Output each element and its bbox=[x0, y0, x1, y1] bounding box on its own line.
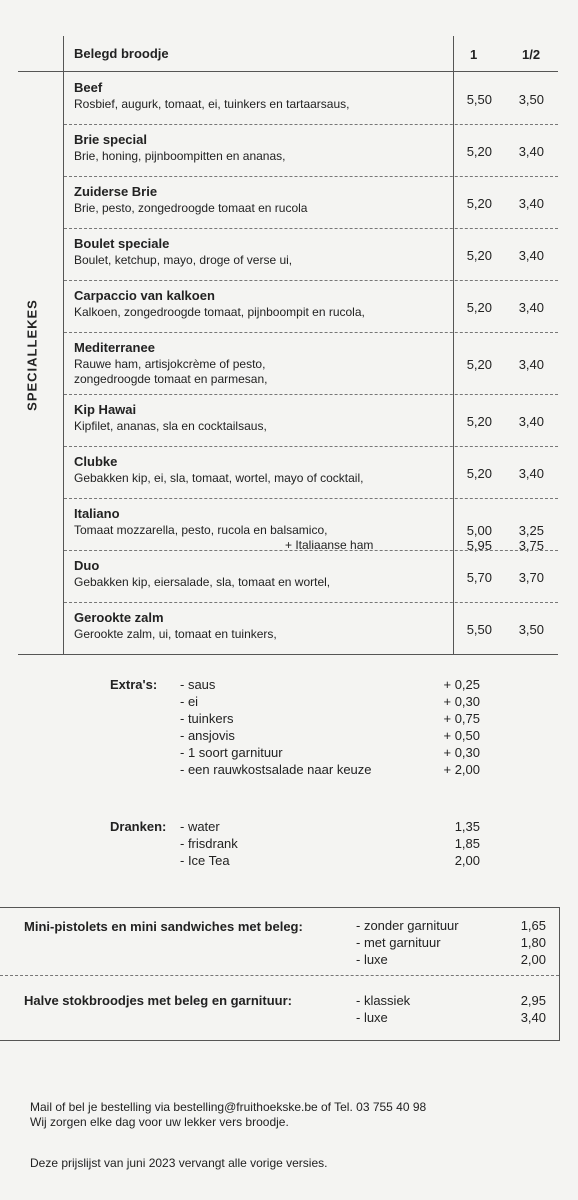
price-full: 5,20 bbox=[466, 196, 492, 211]
box-item: - met garnituur bbox=[356, 935, 441, 950]
item-name: Carpaccio van kalkoen bbox=[74, 288, 215, 303]
extra-price: + 0,75 bbox=[443, 711, 480, 726]
footer-contact: Mail of bel je bestelling via bestelling@fruithoekske.be of Tel. 03 755 40 98 bbox=[30, 1100, 427, 1114]
item-name: Brie special bbox=[74, 132, 147, 147]
price-full: 5,20 bbox=[466, 300, 492, 315]
price-full: 5,00 bbox=[466, 523, 492, 538]
row-divider bbox=[64, 176, 558, 177]
item-description: Kalkoen, zongedroogde tomaat, pijnboompit en rucola, bbox=[74, 305, 365, 319]
extra-price: + 0,30 bbox=[443, 745, 480, 760]
box-item: - luxe bbox=[356, 952, 388, 967]
price-half: 3,40 bbox=[518, 414, 544, 429]
price-half: 3,40 bbox=[518, 196, 544, 211]
extra-price: + 2,00 bbox=[443, 762, 480, 777]
drink-item: - water bbox=[180, 819, 220, 834]
price-full: 5,20 bbox=[466, 144, 492, 159]
row-divider bbox=[64, 228, 558, 229]
item-description: Gebakken kip, ei, sla, tomaat, wortel, mayo of cocktail, bbox=[74, 471, 364, 485]
drink-price: 1,85 bbox=[454, 836, 480, 851]
extra-item: - saus bbox=[180, 677, 216, 692]
item-description: zongedroogde tomaat en parmesan, bbox=[74, 372, 268, 386]
box-price: 3,40 bbox=[520, 1010, 546, 1025]
row-divider bbox=[64, 498, 558, 499]
price-half: 3,40 bbox=[518, 466, 544, 481]
item-name: Gerookte zalm bbox=[74, 610, 164, 625]
price-half: 3,75 bbox=[518, 538, 544, 553]
extra-price: + 0,25 bbox=[443, 677, 480, 692]
drink-price: 2,00 bbox=[454, 853, 480, 868]
price-full: 5,20 bbox=[466, 414, 492, 429]
extras-label: Extra's: bbox=[110, 677, 158, 692]
price-half: 3,50 bbox=[518, 621, 544, 637]
row-divider bbox=[64, 446, 558, 447]
price-full: 5,95 bbox=[466, 538, 492, 553]
item-description: Gebakken kip, eiersalade, sla, tomaat en wortel, bbox=[74, 575, 331, 589]
drink-item: - Ice Tea bbox=[180, 853, 230, 868]
box-price: 2,00 bbox=[520, 952, 546, 967]
item-name: Boulet speciale bbox=[74, 236, 170, 251]
column-header-full: 1 bbox=[470, 47, 478, 62]
item-description: Gerookte zalm, ui, tomaat en tuinkers, bbox=[74, 627, 277, 641]
box-price: 1,80 bbox=[520, 935, 546, 950]
side-label: SPECIALLEKES bbox=[24, 299, 40, 411]
item-name: Kip Hawai bbox=[74, 402, 137, 417]
item-description: Kipfilet, ananas, sla en cocktailsaus, bbox=[74, 419, 267, 433]
item-description: Rosbief, augurk, tomaat, ei, tuinkers en tartaarsaus, bbox=[74, 97, 350, 111]
box-item: - klassiek bbox=[356, 993, 411, 1008]
drinks-label: Dranken: bbox=[110, 819, 167, 834]
price-full: 5,20 bbox=[466, 357, 492, 372]
box-divider bbox=[0, 975, 559, 976]
price-half: 3,50 bbox=[518, 92, 544, 107]
extra-item: - 1 soort garnituur bbox=[180, 745, 283, 760]
table-divider-left bbox=[63, 36, 64, 655]
row-divider bbox=[64, 280, 558, 281]
table-bottom-rule bbox=[18, 654, 558, 655]
price-full: 5,20 bbox=[466, 248, 492, 263]
extra-price: + 0,50 bbox=[443, 728, 480, 743]
drink-price: 1,35 bbox=[454, 819, 480, 834]
item-description: Rauwe ham, artisjokcrème of pesto, bbox=[74, 357, 266, 371]
price-full: 5,70 bbox=[466, 570, 492, 585]
table-divider-price bbox=[453, 36, 454, 655]
extra-item: - ansjovis bbox=[180, 728, 235, 743]
extra-item: - tuinkers bbox=[180, 711, 234, 726]
item-name: Clubke bbox=[74, 454, 118, 469]
column-header-half: 1/2 bbox=[522, 47, 541, 62]
item-description: Tomaat mozzarella, pesto, rucola en balsamico, bbox=[74, 523, 328, 537]
price-half: 3,40 bbox=[518, 248, 544, 263]
item-description: Brie, pesto, zongedroogde tomaat en rucola bbox=[74, 201, 308, 215]
box-price: 2,95 bbox=[520, 993, 546, 1008]
price-half: 3,40 bbox=[518, 300, 544, 315]
item-name: Italiano bbox=[74, 506, 120, 521]
item-description: Brie, honing, pijnboompitten en ananas, bbox=[74, 149, 286, 163]
halve-label: Halve stokbroodjes met beleg en garnituur: bbox=[24, 993, 292, 1008]
item-name: Duo bbox=[74, 558, 100, 573]
price-half: 3,25 bbox=[518, 523, 544, 538]
box-top-rule bbox=[0, 907, 560, 908]
price-half: 3,40 bbox=[518, 357, 544, 372]
price-half: 3,40 bbox=[518, 144, 544, 159]
box-item: - luxe bbox=[356, 1010, 388, 1025]
footer-validity: Deze prijslijst van juni 2023 vervangt alle vorige versies. bbox=[30, 1156, 328, 1170]
mini-label: Mini-pistolets en mini sandwiches met beleg: bbox=[24, 919, 303, 934]
price-full: 5,50 bbox=[466, 621, 492, 637]
row-divider bbox=[64, 550, 558, 551]
box-bottom-rule bbox=[0, 1040, 560, 1041]
header-rule bbox=[18, 71, 558, 72]
row-divider bbox=[64, 124, 558, 125]
row-divider bbox=[64, 332, 558, 333]
item-name: Zuiderse Brie bbox=[74, 184, 158, 199]
item-name: Beef bbox=[74, 80, 103, 95]
price-half: 3,70 bbox=[518, 570, 544, 585]
item-description: + Italiaanse ham bbox=[285, 538, 374, 552]
extra-item: - een rauwkostsalade naar keuze bbox=[180, 762, 372, 777]
box-right-rule bbox=[559, 907, 560, 1041]
extra-item: - ei bbox=[180, 694, 199, 709]
box-item: - zonder garnituur bbox=[356, 918, 459, 933]
price-full: 5,50 bbox=[466, 92, 492, 107]
row-divider bbox=[64, 394, 558, 395]
table-title: Belegd broodje bbox=[74, 46, 169, 61]
item-name: Mediterranee bbox=[74, 340, 155, 355]
drink-item: - frisdrank bbox=[180, 836, 238, 851]
row-divider bbox=[64, 602, 558, 603]
box-price: 1,65 bbox=[520, 918, 546, 933]
item-description: Boulet, ketchup, mayo, droge of verse ui, bbox=[74, 253, 293, 267]
extra-price: + 0,30 bbox=[443, 694, 480, 709]
price-full: 5,20 bbox=[466, 466, 492, 481]
footer-tagline: Wij zorgen elke dag voor uw lekker vers broodje. bbox=[30, 1115, 289, 1129]
